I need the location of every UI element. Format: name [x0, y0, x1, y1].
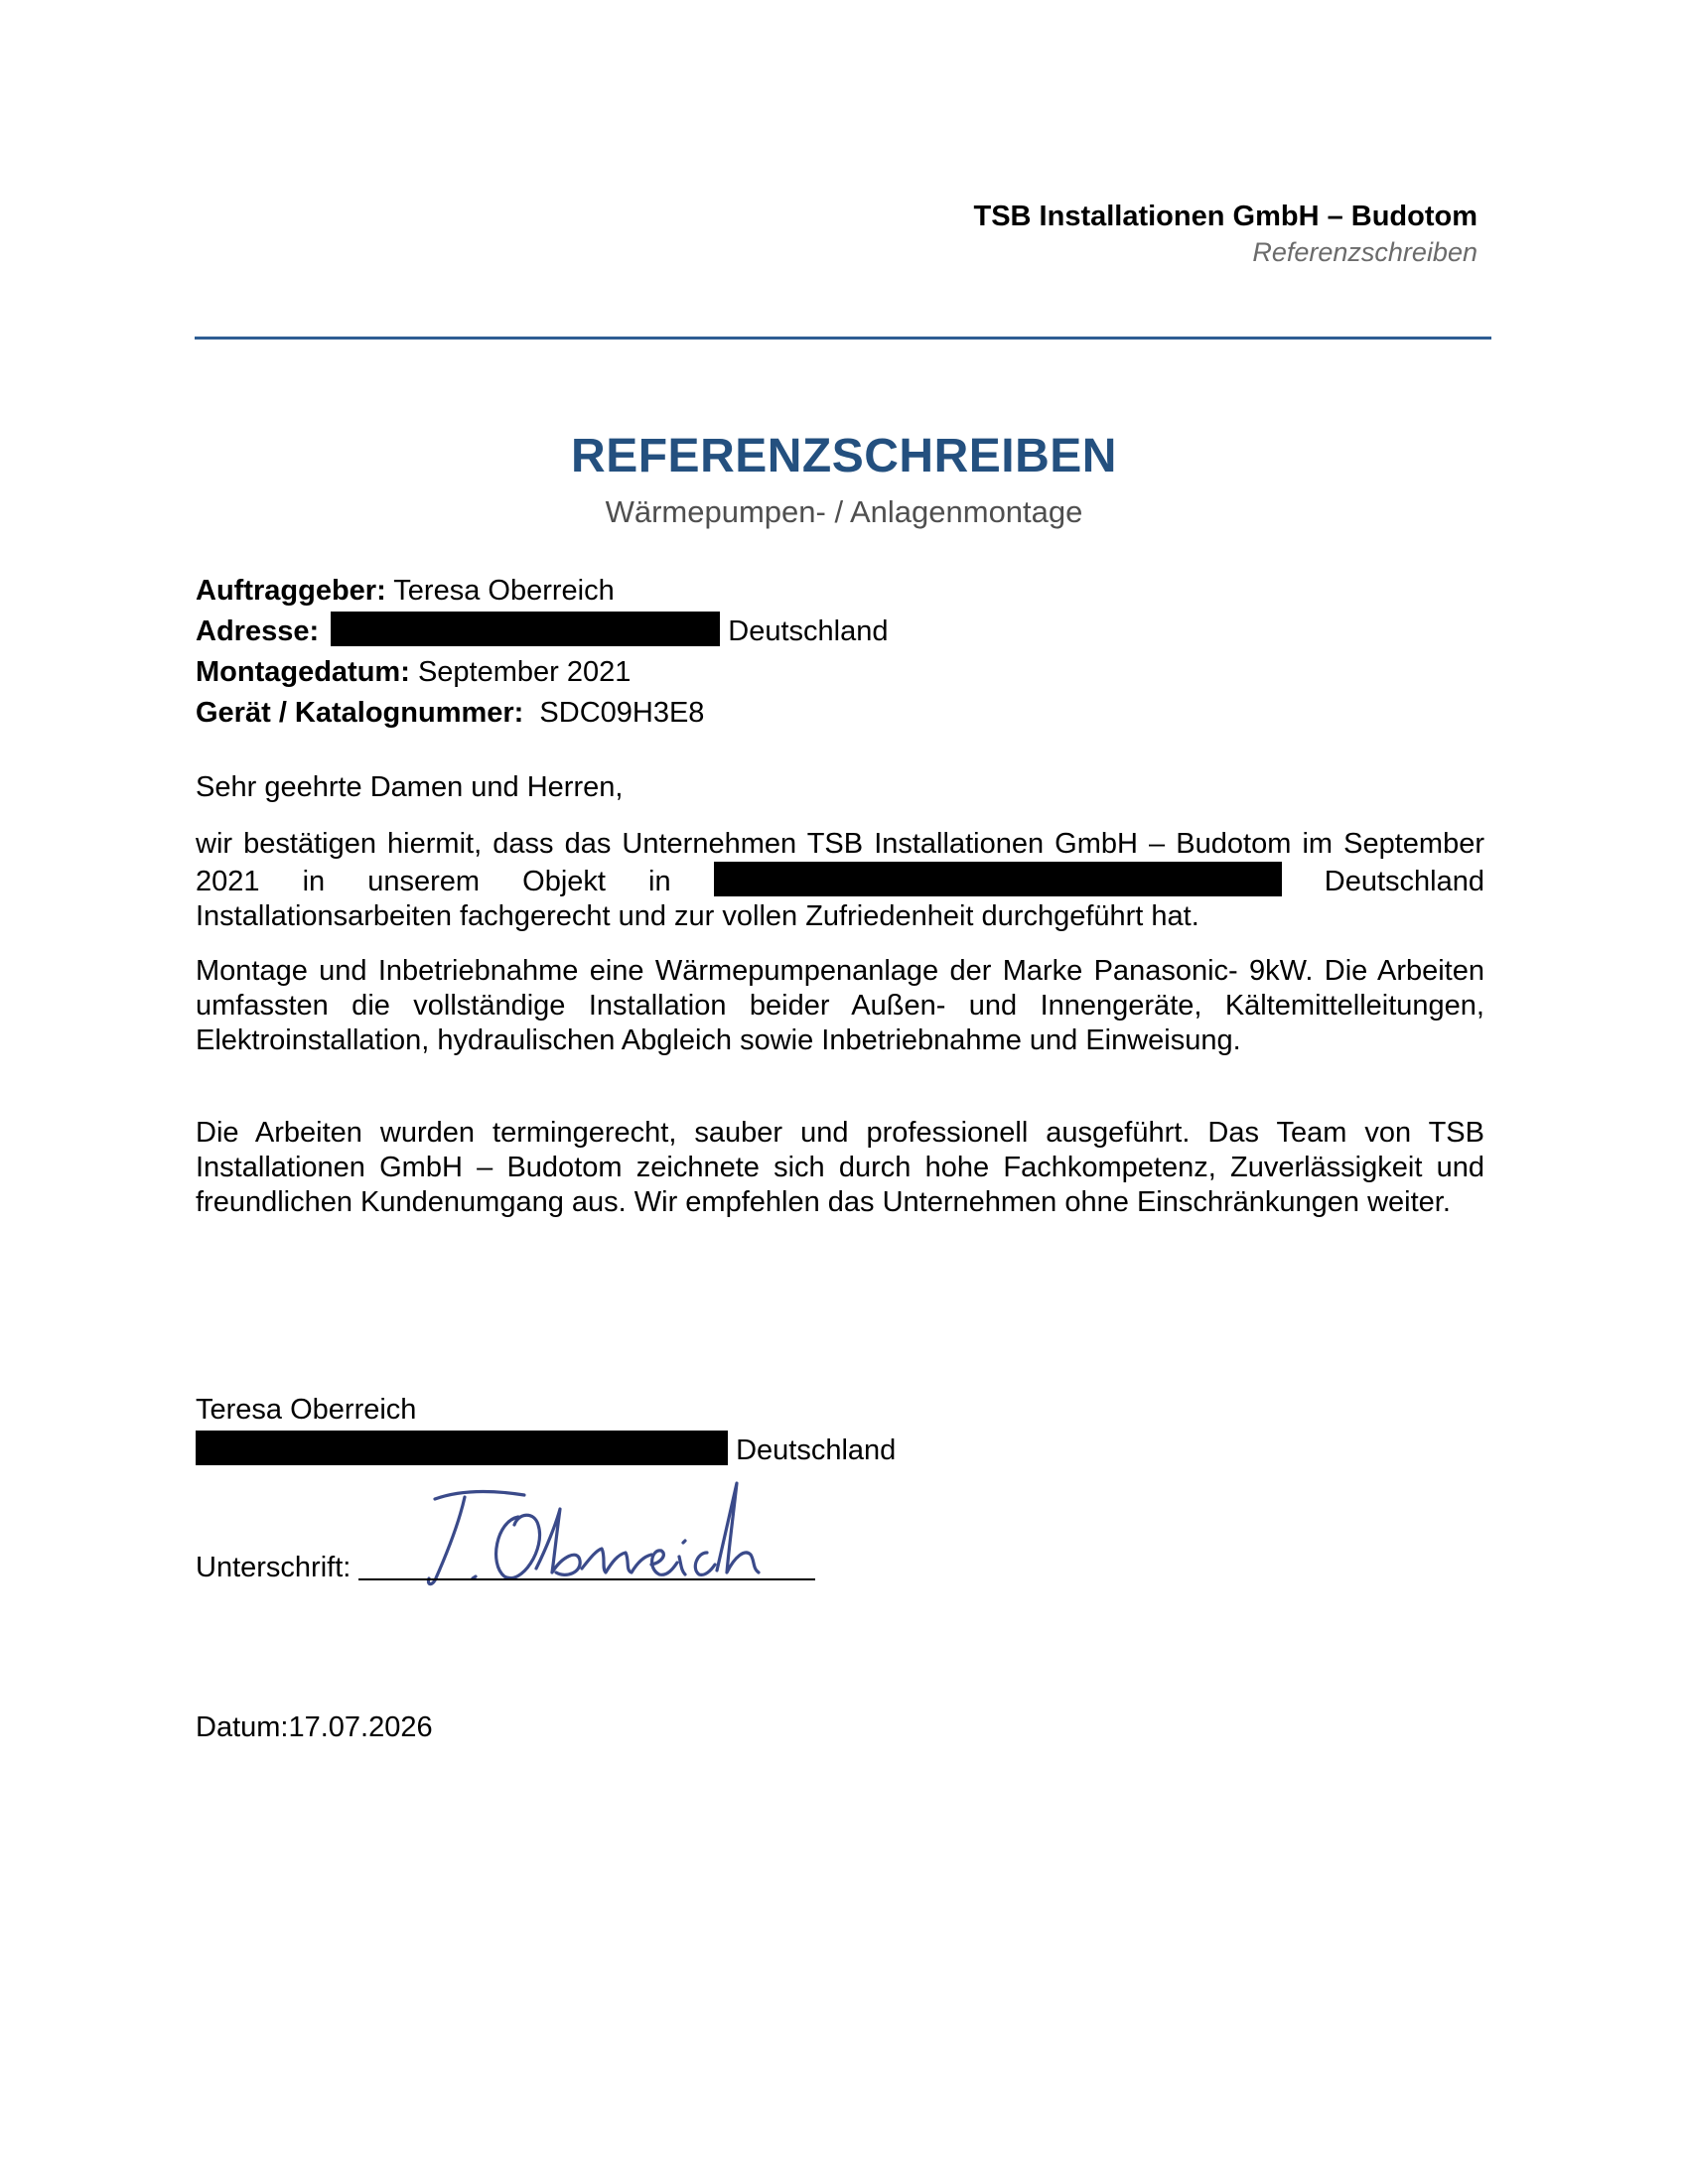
letterhead	[973, 199, 1477, 270]
document-date: Datum:17.07.2026	[196, 1711, 433, 1743]
address-value: Deutschland	[728, 615, 889, 647]
salutation: Sehr geehrte Damen und Herren,	[196, 771, 624, 803]
redaction-bar	[331, 612, 720, 646]
paragraph-confirmation-part1: wir bestätigen hiermit, dass das Unternehmen TSB Installationen GmbH – Budotom im September 2021 in unserem Objekt in	[196, 828, 1484, 897]
field-device	[196, 693, 888, 734]
signature-line-row	[196, 1549, 815, 1585]
signer-name: Teresa Oberreich	[196, 1394, 417, 1426]
field-client	[196, 571, 888, 612]
signature-stroke-t-bar	[435, 1492, 524, 1499]
header-divider	[195, 337, 1491, 340]
paragraph-scope: Montage und Inbetriebnahme eine Wärmepumpenanlage der Marke Panasonic- 9kW. Die Arbeiten umfassten die vollständige Installation beider Außen- und Innengeräte, Kältemittelleitungen, Elektroinstallation, hydraulischen Abgleich sowie Inbetriebnahme und Einweisung.	[196, 955, 1484, 1056]
device-value: SDC09H3E8	[539, 697, 705, 729]
signature-text: T. Oberreich	[407, 1469, 413, 1470]
paragraph-confirmation-part2: Deutschland Installationsarbeiten fachgerecht und zur vollen Zufriedenheit durchgeführt hat.	[196, 866, 1484, 932]
install-date-value: September 2021	[417, 656, 632, 688]
client-label: Auftraggeber:	[196, 575, 386, 607]
document-type: Referenzschreiben	[1252, 237, 1477, 267]
paragraph-recommendation: Die Arbeiten wurden termingerecht, sauber und professionell ausgeführt. Das Team von TSB Installationen GmbH – Budotom zeichnete sich durch hohe Fachkompetenz, Zuverlässigkeit und freundlichen Kundenumgang aus. Wir empfehlen das Unternehmen ohne Einschränkungen weiter.	[196, 1117, 1484, 1218]
signer-country: Deutschland	[736, 1434, 897, 1466]
redaction-bar	[196, 1431, 728, 1465]
client-value: Teresa Oberreich	[393, 575, 615, 607]
company-name: TSB Installationen GmbH – Budotom	[973, 201, 1477, 232]
signer-block	[196, 1390, 896, 1471]
address-label: Adresse:	[196, 615, 320, 647]
info-fields	[196, 571, 888, 734]
document-title: REFERENZSCHREIBEN	[571, 430, 1117, 482]
device-label: Gerät / Katalognummer:	[196, 697, 524, 729]
field-install-date	[196, 652, 888, 693]
document-subtitle: Wärmepumpen- / Anlagenmontage	[605, 494, 1083, 529]
signature-label: Unterschrift:	[196, 1552, 352, 1583]
field-address	[196, 612, 888, 652]
paragraph-confirmation	[196, 827, 1484, 934]
redaction-bar	[714, 862, 1282, 896]
install-date-label: Montagedatum:	[196, 656, 410, 688]
signer-address	[196, 1431, 896, 1471]
signature-underline	[358, 1549, 815, 1580]
